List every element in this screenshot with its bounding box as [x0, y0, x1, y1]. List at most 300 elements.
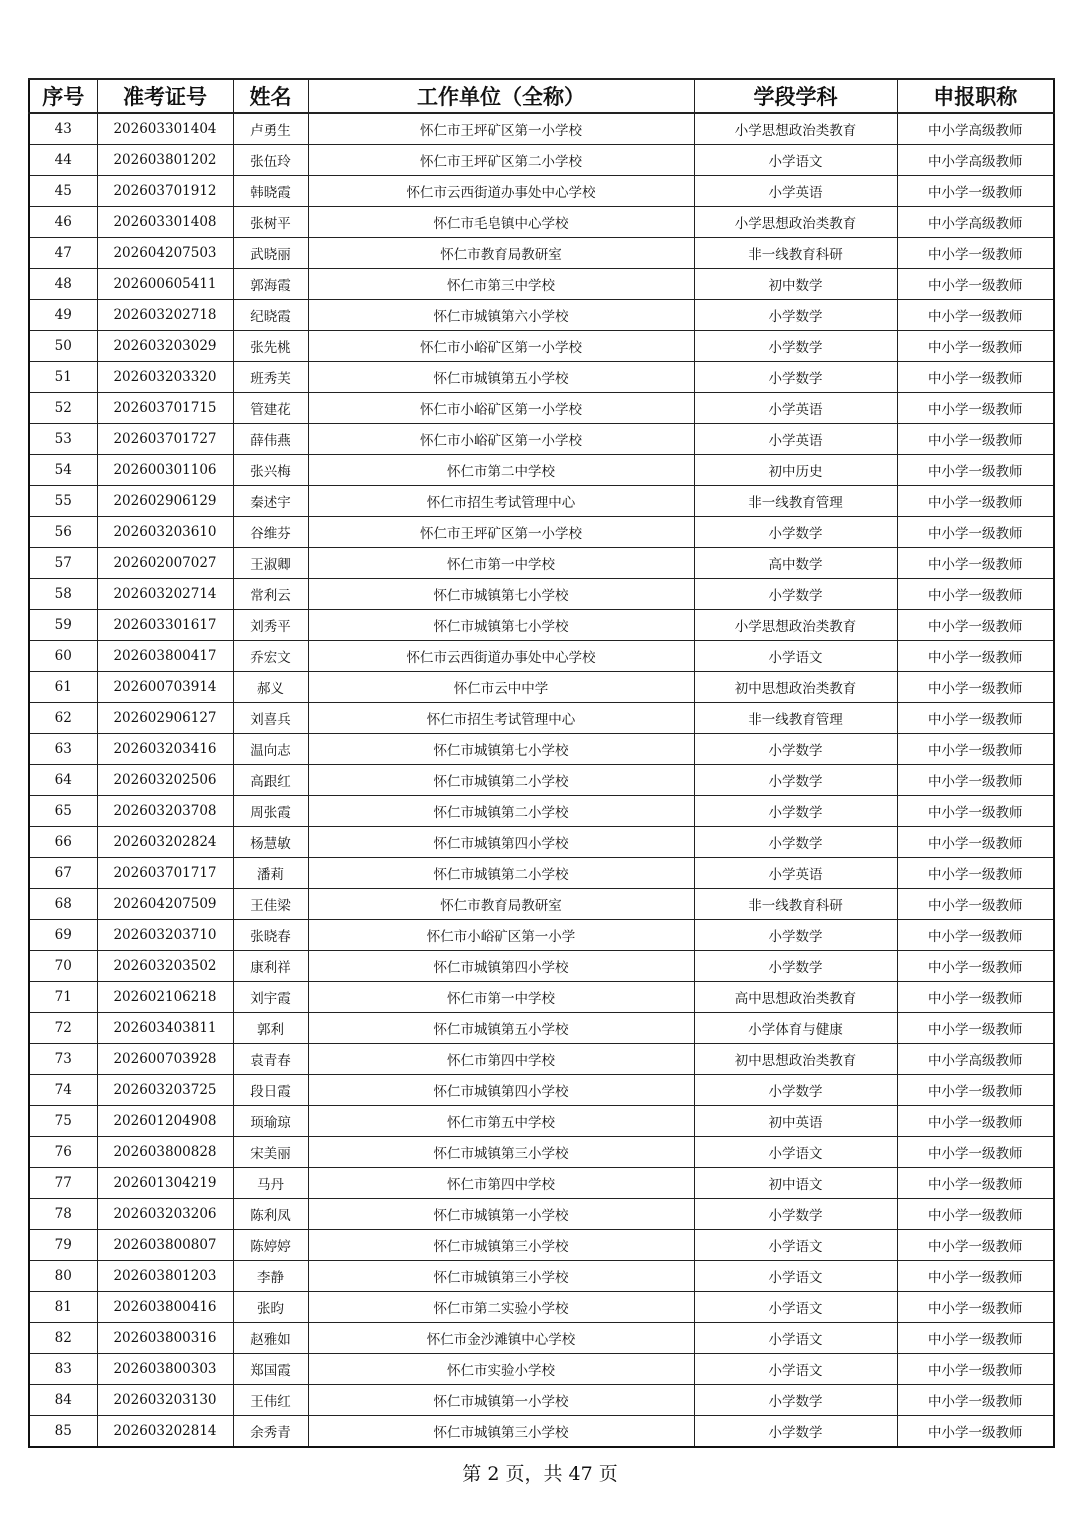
cell-work-unit: 怀仁市第二实验小学校	[308, 1292, 694, 1323]
cell-subject: 初中语文	[694, 1168, 897, 1199]
cell-index: 52	[29, 393, 97, 424]
cell-work-unit: 怀仁市王坪矿区第一小学校	[308, 113, 694, 145]
cell-exam-id: 202603203708	[97, 796, 233, 827]
cell-index: 48	[29, 269, 97, 300]
cell-index: 83	[29, 1354, 97, 1385]
cell-index: 77	[29, 1168, 97, 1199]
cell-exam-id: 202603203710	[97, 920, 233, 951]
cell-title: 中小学一级教师	[897, 238, 1054, 269]
table-row	[29, 1199, 1054, 1230]
cell-work-unit: 怀仁市城镇第一小学校	[308, 1199, 694, 1230]
cell-title: 中小学一级教师	[897, 1199, 1054, 1230]
cell-title: 中小学一级教师	[897, 641, 1054, 672]
cell-title: 中小学一级教师	[897, 765, 1054, 796]
cell-exam-id: 202602906127	[97, 703, 233, 734]
cell-exam-id: 202600605411	[97, 269, 233, 300]
cell-name: 武晓丽	[233, 238, 308, 269]
cell-title: 中小学一级教师	[897, 889, 1054, 920]
cell-exam-id: 202603800828	[97, 1137, 233, 1168]
cell-work-unit: 怀仁市城镇第一小学校	[308, 1385, 694, 1416]
cell-name: 班秀芙	[233, 362, 308, 393]
cell-subject: 小学数学	[694, 827, 897, 858]
cell-title: 中小学一级教师	[897, 982, 1054, 1013]
table-row	[29, 1106, 1054, 1137]
cell-name: 张昀	[233, 1292, 308, 1323]
cell-work-unit: 怀仁市云西街道办事处中心学校	[308, 176, 694, 207]
cell-subject: 小学数学	[694, 951, 897, 982]
cell-index: 57	[29, 548, 97, 579]
cell-title: 中小学一级教师	[897, 362, 1054, 393]
cell-name: 管建花	[233, 393, 308, 424]
table-row	[29, 393, 1054, 424]
table-row	[29, 455, 1054, 486]
cell-work-unit: 怀仁市城镇第二小学校	[308, 858, 694, 889]
cell-exam-id: 202603202814	[97, 1416, 233, 1448]
cell-work-unit: 怀仁市第二中学校	[308, 455, 694, 486]
cell-name: 余秀青	[233, 1416, 308, 1448]
cell-index: 68	[29, 889, 97, 920]
table-row	[29, 1385, 1054, 1416]
table-row	[29, 1292, 1054, 1323]
cell-title: 中小学一级教师	[897, 1137, 1054, 1168]
table-row	[29, 703, 1054, 734]
cell-exam-id: 202603701912	[97, 176, 233, 207]
cell-index: 74	[29, 1075, 97, 1106]
table-row	[29, 486, 1054, 517]
cell-subject: 小学数学	[694, 765, 897, 796]
cell-title: 中小学高级教师	[897, 1044, 1054, 1075]
cell-title: 中小学一级教师	[897, 269, 1054, 300]
cell-work-unit: 怀仁市教育局教研室	[308, 238, 694, 269]
cell-subject: 小学语文	[694, 1323, 897, 1354]
cell-subject: 小学数学	[694, 517, 897, 548]
cell-work-unit: 怀仁市王坪矿区第一小学校	[308, 517, 694, 548]
table-row	[29, 920, 1054, 951]
table-row	[29, 858, 1054, 889]
cell-title: 中小学一级教师	[897, 393, 1054, 424]
cell-name: 马丹	[233, 1168, 308, 1199]
table-row	[29, 207, 1054, 238]
cell-work-unit: 怀仁市城镇第四小学校	[308, 827, 694, 858]
header-subject: 学段学科	[694, 79, 897, 113]
cell-work-unit: 怀仁市第一中学校	[308, 982, 694, 1013]
cell-title: 中小学一级教师	[897, 455, 1054, 486]
cell-exam-id: 202602007027	[97, 548, 233, 579]
table-row	[29, 362, 1054, 393]
cell-title: 中小学高级教师	[897, 113, 1054, 145]
cell-subject: 小学英语	[694, 176, 897, 207]
table-row	[29, 951, 1054, 982]
cell-name: 周张霞	[233, 796, 308, 827]
cell-exam-id: 202604207503	[97, 238, 233, 269]
cell-exam-id: 202603800807	[97, 1230, 233, 1261]
cell-work-unit: 怀仁市第四中学校	[308, 1044, 694, 1075]
cell-name: 陈婷婷	[233, 1230, 308, 1261]
cell-name: 韩晓霞	[233, 176, 308, 207]
cell-index: 62	[29, 703, 97, 734]
cell-subject: 非一线教育科研	[694, 889, 897, 920]
cell-index: 53	[29, 424, 97, 455]
cell-name: 温向志	[233, 734, 308, 765]
cell-exam-id: 202603203320	[97, 362, 233, 393]
table-row	[29, 1044, 1054, 1075]
cell-subject: 小学英语	[694, 393, 897, 424]
cell-name: 段日霞	[233, 1075, 308, 1106]
cell-subject: 非一线教育管理	[694, 486, 897, 517]
cell-index: 67	[29, 858, 97, 889]
cell-subject: 小学思想政治类教育	[694, 610, 897, 641]
cell-work-unit: 怀仁市小峪矿区第一小学校	[308, 331, 694, 362]
cell-name: 张晓春	[233, 920, 308, 951]
cell-name: 张先桃	[233, 331, 308, 362]
cell-subject: 小学思想政治类教育	[694, 113, 897, 145]
table-row	[29, 1013, 1054, 1044]
cell-subject: 小学数学	[694, 1199, 897, 1230]
cell-title: 中小学一级教师	[897, 1106, 1054, 1137]
cell-title: 中小学高级教师	[897, 145, 1054, 176]
header-title: 申报职称	[897, 79, 1054, 113]
cell-subject: 小学数学	[694, 362, 897, 393]
cell-index: 81	[29, 1292, 97, 1323]
cell-index: 56	[29, 517, 97, 548]
cell-exam-id: 202603301404	[97, 113, 233, 145]
cell-index: 64	[29, 765, 97, 796]
cell-work-unit: 怀仁市教育局教研室	[308, 889, 694, 920]
cell-subject: 小学数学	[694, 734, 897, 765]
cell-index: 50	[29, 331, 97, 362]
cell-title: 中小学一级教师	[897, 1354, 1054, 1385]
cell-name: 乔宏文	[233, 641, 308, 672]
cell-name: 康利祥	[233, 951, 308, 982]
header-work-unit: 工作单位（全称）	[308, 79, 694, 113]
cell-exam-id: 202603701727	[97, 424, 233, 455]
cell-name: 常利云	[233, 579, 308, 610]
cell-title: 中小学一级教师	[897, 1075, 1054, 1106]
cell-title: 中小学一级教师	[897, 176, 1054, 207]
cell-work-unit: 怀仁市第三中学校	[308, 269, 694, 300]
cell-title: 中小学一级教师	[897, 610, 1054, 641]
cell-title: 中小学一级教师	[897, 517, 1054, 548]
cell-subject: 小学数学	[694, 1416, 897, 1448]
cell-subject: 高中数学	[694, 548, 897, 579]
cell-subject: 小学数学	[694, 796, 897, 827]
cell-subject: 小学数学	[694, 331, 897, 362]
cell-work-unit: 怀仁市城镇第二小学校	[308, 796, 694, 827]
cell-index: 44	[29, 145, 97, 176]
cell-subject: 初中思想政治类教育	[694, 1044, 897, 1075]
cell-index: 61	[29, 672, 97, 703]
table-body	[29, 113, 1054, 1447]
cell-index: 85	[29, 1416, 97, 1448]
cell-subject: 小学数学	[694, 579, 897, 610]
cell-name: 宋美丽	[233, 1137, 308, 1168]
cell-exam-id: 202600703914	[97, 672, 233, 703]
cell-index: 79	[29, 1230, 97, 1261]
cell-index: 71	[29, 982, 97, 1013]
cell-index: 47	[29, 238, 97, 269]
cell-name: 薛伟燕	[233, 424, 308, 455]
cell-subject: 小学数学	[694, 1385, 897, 1416]
table-row	[29, 1075, 1054, 1106]
cell-subject: 小学语文	[694, 1292, 897, 1323]
cell-work-unit: 怀仁市小峪矿区第一小学校	[308, 393, 694, 424]
cell-subject: 小学数学	[694, 1075, 897, 1106]
table-row	[29, 548, 1054, 579]
cell-subject: 初中英语	[694, 1106, 897, 1137]
cell-exam-id: 202600703928	[97, 1044, 233, 1075]
table-row	[29, 1168, 1054, 1199]
cell-name: 李静	[233, 1261, 308, 1292]
cell-subject: 初中数学	[694, 269, 897, 300]
cell-name: 卢勇生	[233, 113, 308, 145]
cell-title: 中小学一级教师	[897, 1416, 1054, 1448]
cell-index: 80	[29, 1261, 97, 1292]
cell-index: 70	[29, 951, 97, 982]
table-row	[29, 1230, 1054, 1261]
cell-name: 郑国霞	[233, 1354, 308, 1385]
table-row	[29, 889, 1054, 920]
cell-subject: 小学英语	[694, 424, 897, 455]
cell-index: 46	[29, 207, 97, 238]
table-row	[29, 269, 1054, 300]
table-row	[29, 1137, 1054, 1168]
cell-subject: 小学体育与健康	[694, 1013, 897, 1044]
cell-index: 78	[29, 1199, 97, 1230]
cell-index: 58	[29, 579, 97, 610]
cell-name: 刘秀平	[233, 610, 308, 641]
table-row	[29, 641, 1054, 672]
cell-work-unit: 怀仁市云中中学	[308, 672, 694, 703]
cell-name: 袁青春	[233, 1044, 308, 1075]
cell-exam-id: 202603301408	[97, 207, 233, 238]
cell-subject: 小学数学	[694, 300, 897, 331]
table-header	[29, 79, 1054, 113]
cell-work-unit: 怀仁市城镇第二小学校	[308, 765, 694, 796]
cell-exam-id: 202603203502	[97, 951, 233, 982]
cell-name: 纪晓霞	[233, 300, 308, 331]
cell-index: 45	[29, 176, 97, 207]
cell-name: 郭海霞	[233, 269, 308, 300]
cell-name: 谷维芬	[233, 517, 308, 548]
cell-index: 72	[29, 1013, 97, 1044]
cell-work-unit: 怀仁市城镇第七小学校	[308, 579, 694, 610]
cell-name: 刘喜兵	[233, 703, 308, 734]
cell-title: 中小学高级教师	[897, 207, 1054, 238]
cell-exam-id: 202600301106	[97, 455, 233, 486]
cell-subject: 小学语文	[694, 1261, 897, 1292]
cell-title: 中小学一级教师	[897, 920, 1054, 951]
cell-subject: 初中思想政治类教育	[694, 672, 897, 703]
cell-index: 43	[29, 113, 97, 145]
cell-title: 中小学一级教师	[897, 672, 1054, 703]
cell-index: 66	[29, 827, 97, 858]
cell-index: 82	[29, 1323, 97, 1354]
candidate-table	[28, 78, 1055, 1448]
cell-title: 中小学一级教师	[897, 300, 1054, 331]
cell-subject: 小学语文	[694, 1354, 897, 1385]
cell-exam-id: 202601204908	[97, 1106, 233, 1137]
cell-title: 中小学一级教师	[897, 548, 1054, 579]
cell-exam-id: 202603801202	[97, 145, 233, 176]
cell-title: 中小学一级教师	[897, 1323, 1054, 1354]
cell-index: 84	[29, 1385, 97, 1416]
cell-subject: 小学数学	[694, 920, 897, 951]
cell-title: 中小学一级教师	[897, 331, 1054, 362]
cell-index: 59	[29, 610, 97, 641]
cell-subject: 小学思想政治类教育	[694, 207, 897, 238]
cell-subject: 小学语文	[694, 145, 897, 176]
cell-exam-id: 202603203130	[97, 1385, 233, 1416]
cell-index: 63	[29, 734, 97, 765]
cell-name: 高跟红	[233, 765, 308, 796]
cell-title: 中小学一级教师	[897, 1385, 1054, 1416]
cell-exam-id: 202604207509	[97, 889, 233, 920]
header-name: 姓名	[233, 79, 308, 113]
cell-exam-id: 202603701715	[97, 393, 233, 424]
cell-work-unit: 怀仁市城镇第四小学校	[308, 1075, 694, 1106]
cell-exam-id: 202603800303	[97, 1354, 233, 1385]
cell-subject: 非一线教育管理	[694, 703, 897, 734]
cell-exam-id: 202603202506	[97, 765, 233, 796]
table-row	[29, 579, 1054, 610]
cell-work-unit: 怀仁市王坪矿区第二小学校	[308, 145, 694, 176]
table-row	[29, 113, 1054, 145]
cell-title: 中小学一级教师	[897, 579, 1054, 610]
cell-name: 杨慧敏	[233, 827, 308, 858]
cell-index: 60	[29, 641, 97, 672]
cell-work-unit: 怀仁市毛皂镇中心学校	[308, 207, 694, 238]
cell-exam-id: 202603202714	[97, 579, 233, 610]
table-row	[29, 1354, 1054, 1385]
cell-subject: 初中历史	[694, 455, 897, 486]
cell-index: 75	[29, 1106, 97, 1137]
cell-subject: 非一线教育科研	[694, 238, 897, 269]
cell-work-unit: 怀仁市城镇第三小学校	[308, 1137, 694, 1168]
cell-name: 秦述宇	[233, 486, 308, 517]
cell-title: 中小学一级教师	[897, 1261, 1054, 1292]
cell-title: 中小学一级教师	[897, 796, 1054, 827]
cell-name: 王伟红	[233, 1385, 308, 1416]
table-row	[29, 610, 1054, 641]
cell-title: 中小学一级教师	[897, 486, 1054, 517]
table-row	[29, 796, 1054, 827]
cell-name: 郝义	[233, 672, 308, 703]
cell-exam-id: 202603202718	[97, 300, 233, 331]
cell-index: 54	[29, 455, 97, 486]
cell-title: 中小学一级教师	[897, 1292, 1054, 1323]
table-row	[29, 765, 1054, 796]
cell-work-unit: 怀仁市金沙滩镇中心学校	[308, 1323, 694, 1354]
cell-title: 中小学一级教师	[897, 703, 1054, 734]
cell-work-unit: 怀仁市城镇第六小学校	[308, 300, 694, 331]
cell-exam-id: 202603403811	[97, 1013, 233, 1044]
page-footer: 第 2 页，共 47 页	[462, 1463, 618, 1485]
cell-exam-id: 202603203610	[97, 517, 233, 548]
cell-exam-id: 202602106218	[97, 982, 233, 1013]
cell-exam-id: 202603800416	[97, 1292, 233, 1323]
cell-subject: 小学语文	[694, 1230, 897, 1261]
table-row	[29, 1416, 1054, 1448]
cell-work-unit: 怀仁市城镇第五小学校	[308, 362, 694, 393]
cell-exam-id: 202603801203	[97, 1261, 233, 1292]
cell-index: 51	[29, 362, 97, 393]
cell-subject: 小学语文	[694, 641, 897, 672]
cell-title: 中小学一级教师	[897, 734, 1054, 765]
cell-title: 中小学一级教师	[897, 1013, 1054, 1044]
cell-exam-id: 202603203725	[97, 1075, 233, 1106]
cell-name: 王淑卿	[233, 548, 308, 579]
cell-work-unit: 怀仁市城镇第四小学校	[308, 951, 694, 982]
cell-exam-id: 202603202824	[97, 827, 233, 858]
cell-work-unit: 怀仁市第一中学校	[308, 548, 694, 579]
cell-exam-id: 202603203206	[97, 1199, 233, 1230]
table-row	[29, 300, 1054, 331]
cell-name: 顼瑜琼	[233, 1106, 308, 1137]
table-row	[29, 238, 1054, 269]
cell-index: 49	[29, 300, 97, 331]
table-row	[29, 424, 1054, 455]
cell-title: 中小学一级教师	[897, 858, 1054, 889]
cell-name: 张树平	[233, 207, 308, 238]
cell-work-unit: 怀仁市实验小学校	[308, 1354, 694, 1385]
table-row	[29, 827, 1054, 858]
cell-name: 郭利	[233, 1013, 308, 1044]
cell-exam-id: 202601304219	[97, 1168, 233, 1199]
table-row	[29, 672, 1054, 703]
cell-subject: 小学语文	[694, 1137, 897, 1168]
cell-index: 65	[29, 796, 97, 827]
cell-work-unit: 怀仁市小峪矿区第一小学	[308, 920, 694, 951]
cell-work-unit: 怀仁市第四中学校	[308, 1168, 694, 1199]
cell-work-unit: 怀仁市城镇第五小学校	[308, 1013, 694, 1044]
cell-work-unit: 怀仁市城镇第三小学校	[308, 1230, 694, 1261]
cell-work-unit: 怀仁市招生考试管理中心	[308, 486, 694, 517]
cell-exam-id: 202602906129	[97, 486, 233, 517]
cell-work-unit: 怀仁市招生考试管理中心	[308, 703, 694, 734]
cell-title: 中小学一级教师	[897, 827, 1054, 858]
cell-name: 赵雅如	[233, 1323, 308, 1354]
cell-subject: 小学英语	[694, 858, 897, 889]
table-row	[29, 517, 1054, 548]
cell-work-unit: 怀仁市城镇第三小学校	[308, 1416, 694, 1448]
cell-name: 王佳梁	[233, 889, 308, 920]
cell-title: 中小学一级教师	[897, 951, 1054, 982]
cell-index: 55	[29, 486, 97, 517]
cell-work-unit: 怀仁市城镇第三小学校	[308, 1261, 694, 1292]
table-row	[29, 982, 1054, 1013]
table-row	[29, 734, 1054, 765]
cell-index: 69	[29, 920, 97, 951]
cell-work-unit: 怀仁市小峪矿区第一小学校	[308, 424, 694, 455]
cell-work-unit: 怀仁市云西街道办事处中心学校	[308, 641, 694, 672]
header-exam-id: 准考证号	[97, 79, 233, 113]
header-row	[29, 79, 1054, 113]
table-row	[29, 145, 1054, 176]
cell-title: 中小学一级教师	[897, 424, 1054, 455]
cell-title: 中小学一级教师	[897, 1168, 1054, 1199]
cell-exam-id: 202603800316	[97, 1323, 233, 1354]
cell-title: 中小学一级教师	[897, 1230, 1054, 1261]
table-row	[29, 176, 1054, 207]
cell-name: 张兴梅	[233, 455, 308, 486]
cell-exam-id: 202603203416	[97, 734, 233, 765]
cell-work-unit: 怀仁市第五中学校	[308, 1106, 694, 1137]
cell-name: 张伍玲	[233, 145, 308, 176]
table-row	[29, 1323, 1054, 1354]
cell-exam-id: 202603701717	[97, 858, 233, 889]
table-row	[29, 1261, 1054, 1292]
table-row	[29, 331, 1054, 362]
